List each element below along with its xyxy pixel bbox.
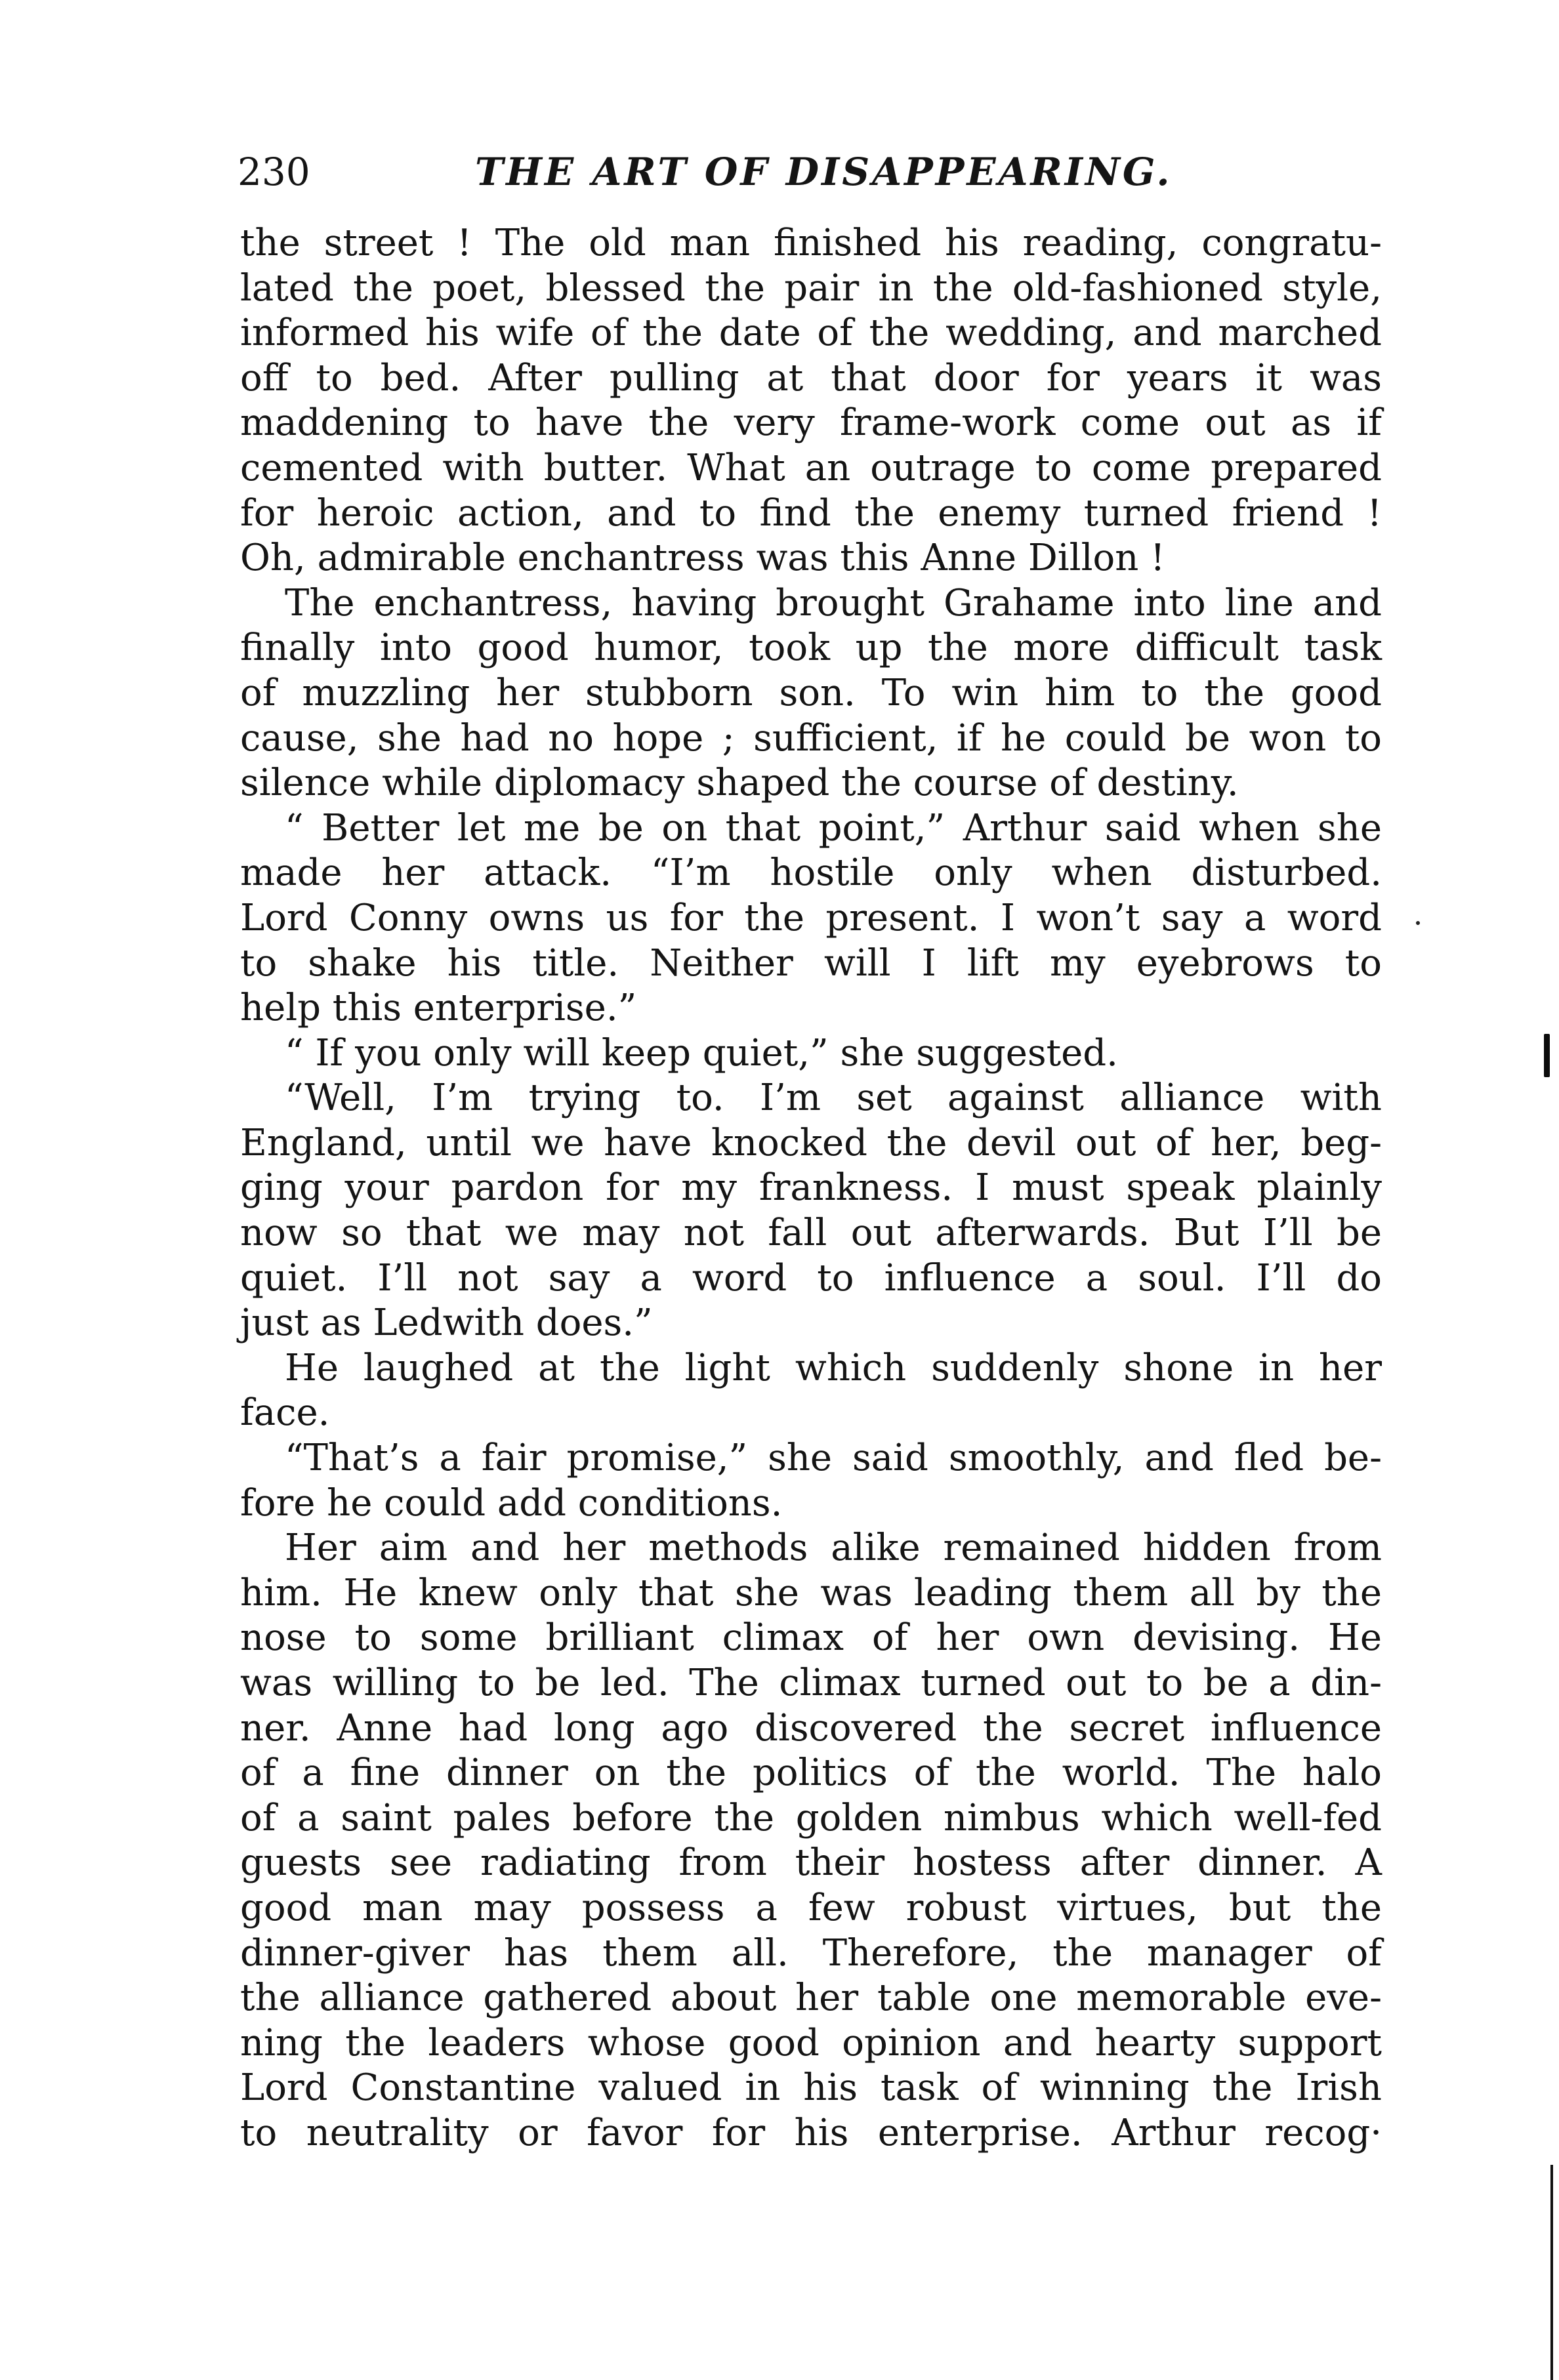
text-line: just as Ledwith does.” — [240, 1302, 653, 1345]
text-line: guests see radiating from their hostess after dinner. A — [240, 1841, 1382, 1885]
text-line: informed his wife of the date of the wedding, and marched — [240, 312, 1382, 355]
page-number: 230 — [238, 150, 310, 194]
text-line: Lord Constantine valued in his task of winning the Irish — [240, 2066, 1382, 2110]
text-line: off to bed. After pulling at that door for years it was — [240, 356, 1382, 400]
text-line: for heroic action, and to find the enemy turned friend ! — [240, 491, 1382, 535]
text-line: Her aim and her methods alike remained hidden from — [285, 1527, 1382, 1570]
text-line: dinner-giver has them all. Therefore, the manager of — [240, 1931, 1382, 1975]
running-title: THE ART OF DISAPPEARING. — [475, 150, 1173, 194]
text-line: good man may possess a few robust virtues, but the — [240, 1886, 1382, 1929]
text-line: “ If you only will keep quiet,” she suggested. — [285, 1031, 1118, 1075]
text-line: of a saint pales before the golden nimbus which well-fed — [240, 1796, 1382, 1839]
text-line: of muzzling her stubborn son. To win him to the good — [240, 671, 1382, 714]
page-edge-line — [1550, 2165, 1553, 2380]
text-line: He laughed at the light which suddenly shone in her — [285, 1346, 1382, 1389]
text-line: of a fine dinner on the politics of the world. The halo — [240, 1752, 1382, 1795]
text-line: ging your pardon for my frankness. I must speak plainly — [240, 1166, 1382, 1210]
text-line: “ Better let me be on that point,” Arthur said when she — [285, 806, 1382, 850]
text-line: silence while diplomacy shaped the course of destiny. — [240, 762, 1239, 805]
text-line: him. He knew only that she was leading them all by the — [240, 1571, 1382, 1614]
body-text — [240, 221, 1382, 2156]
text-line: England, until we have knocked the devil out of her, beg- — [240, 1121, 1382, 1164]
text-line: “That’s a fair promise,” she said smoothly, and fled be- — [285, 1437, 1382, 1480]
text-line: finally into good humor, took up the more difficult task — [240, 626, 1382, 670]
text-line: “Well, I’m trying to. I’m set against alliance with — [285, 1077, 1382, 1120]
text-line: ner. Anne had long ago discovered the secret influence — [240, 1706, 1382, 1750]
text-line: was willing to be led. The climax turned out to be a din- — [240, 1662, 1382, 1704]
text-line: the alliance gathered about her table one memorable eve- — [240, 1977, 1382, 2020]
text-line: The enchantress, having brought Grahame into line and — [285, 581, 1382, 625]
text-line: Lord Conny owns us for the present. I won’t say a word — [240, 896, 1382, 939]
text-line: face. — [240, 1391, 330, 1435]
text-line: fore he could add conditions. — [240, 1481, 783, 1525]
text-line: to neutrality or favor for his enterprise. Arthur recog· — [240, 2111, 1382, 2154]
text-line: help this enterprise.” — [240, 987, 637, 1030]
margin-speck — [1416, 921, 1420, 925]
text-line: cemented with butter. What an outrage to come prepared — [240, 446, 1382, 489]
text-line: lated the poet, blessed the pair in the old-fashioned style, — [240, 266, 1382, 310]
text-line: maddening to have the very frame-work come out as if — [240, 401, 1382, 445]
text-line: ning the leaders whose good opinion and hearty support — [240, 2021, 1382, 2064]
text-line: quiet. I’ll not say a word to influence a soul. I’ll do — [240, 1256, 1382, 1300]
text-line: cause, she had no hope ; sufficient, if he could be won to — [240, 716, 1382, 760]
text-line: nose to some brilliant climax of her own devising. He — [240, 1616, 1382, 1660]
text-line: now so that we may not fall out afterwards. But I’ll be — [240, 1212, 1382, 1255]
margin-mark — [1544, 1034, 1550, 1077]
text-line: Oh, admirable enchantress was this Anne Dillon ! — [240, 537, 1165, 580]
text-line: made her attack. “I’m hostile only when disturbed. — [240, 851, 1382, 895]
text-line: to shake his title. Neither will I lift my eyebrows to — [240, 941, 1382, 985]
text-line: the street ! The old man finished his reading, congratu- — [240, 222, 1382, 264]
page-header — [238, 146, 1386, 198]
